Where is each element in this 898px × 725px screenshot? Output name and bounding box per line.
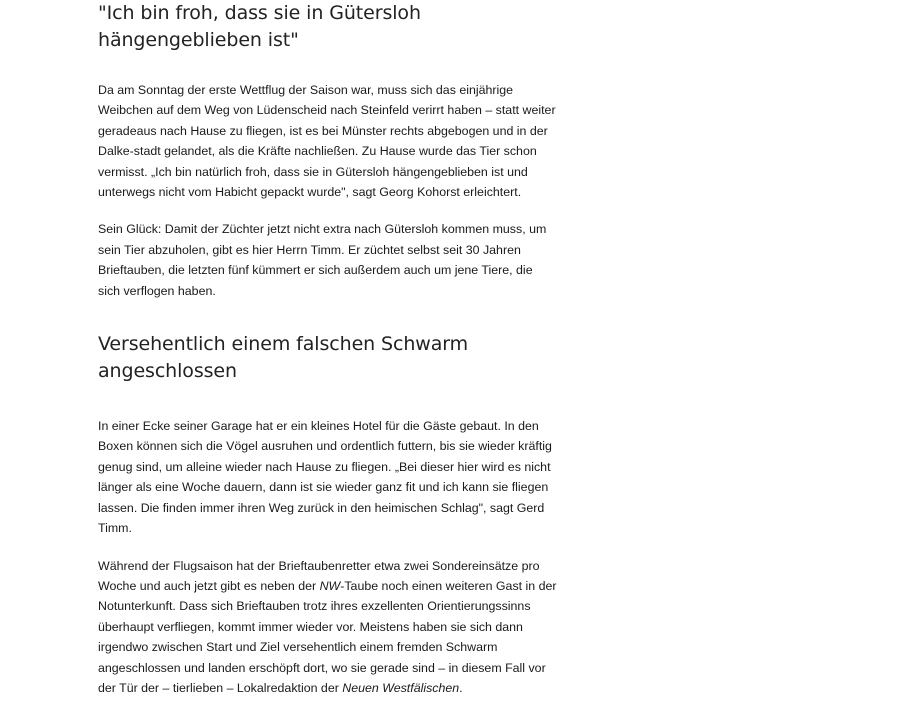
paragraph-hotel: In einer Ecke seiner Garage hat er ein kleines Hotel für die Gäste gebaut. In den Boxen können sich die Vögel ausruhen und ordentlich futtern, bis sie wieder kräftig genug sind, um alleine wieder nach Hause zu fliegen. „Bei dieser hier wird es nicht länger als eine Woche dauern, dann ist sie wieder ganz fit und ich kann sie fliegen lassen. Die finden immer ihren Weg zurück in den heimischen Schlag", sagt Gerd Timm. (98, 419, 552, 536)
paragraph-wettflug: Da am Sonntag der erste Wettflug der Saison war, muss sich das einjährige Weibchen auf dem Weg von Lüdenscheid nach Steinfeld verirrt haben – statt weiter geradeaus nach Hause zu fliegen, ist es bei Münster rechts abgebogen und in der Dalke-stadt gelandet, als die Kräfte nachließen. Zu Hause wurde das Tier schon vermisst. „Ich bin natürlich froh, dass sie in Gütersloh hängengeblieben ist und unterwegs nicht vom Habicht gepackt wurde", sagt Georg Kohorst erleichtert. (98, 83, 556, 200)
paragraph-flugsaison (98, 556, 558, 699)
section-heading-quote: "Ich bin froh, dass sie in Gütersloh hängengeblieben ist" (98, 2, 421, 51)
section-heading-schwarm: Versehentlich einem falschen Schwarm angeschlossen (98, 333, 469, 383)
paragraph-flugsaison-text-3: . (459, 680, 463, 695)
article-body (98, 0, 558, 698)
paragraph-flugsaison-text-1: Während der Flugsaison hat der Brieftaubenretter etwa zwei Sondereinsätze pro Woche und auch jetzt gibt es neben der (98, 558, 540, 593)
paragraph-herr-timm: Sein Glück: Damit der Züchter jetzt nicht extra nach Gütersloh kommen muss, um sein Tier abzuholen, gibt es hier Herrn Timm. Er züchtet selbst seit 30 Jahren Brieftauben, die letzten fünf kümmert er sich außerdem auch um jene Tiere, die sich verflogen haben. (98, 222, 547, 298)
paragraph-flugsaison-text-2: -Taube noch einen weiteren Gast in der Notunterkunft. Dass sich Brieftauben trotz ihres exzellenten Orientierungssinns überhaupt verfliegen, kommt immer wieder vor. Meistens haben sie sich dann irgendwo zwischen Start und Ziel versehentlich einem fremden Schwarm angeschlossen und landen erschöpft dort, wo sie gerade sind – in diesem Fall vor der Tür der – tierlieben – Lokalredaktion der (98, 578, 557, 695)
paragraph-flugsaison-italic-nw: NW (319, 578, 341, 593)
paragraph-flugsaison-italic-newspaper: Neuen Westfälischen (342, 680, 460, 695)
